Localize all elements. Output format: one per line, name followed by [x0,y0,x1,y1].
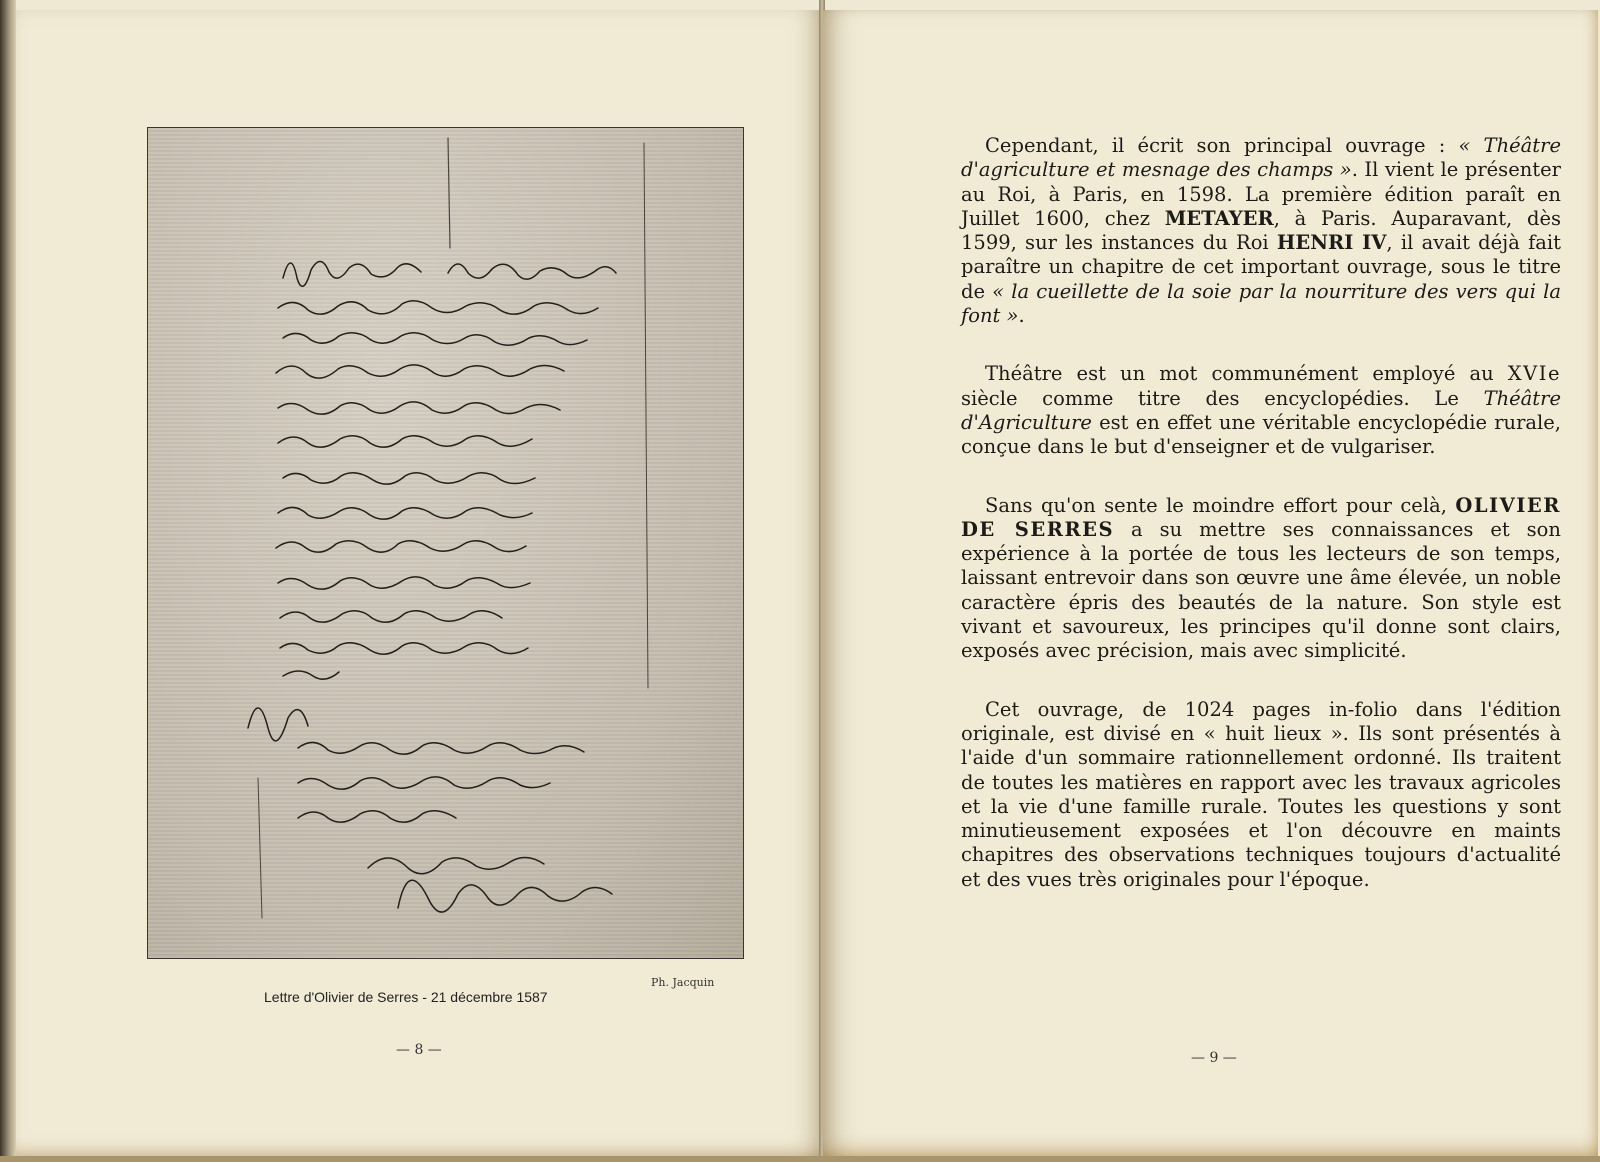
p1-text-i: . [1018,304,1025,328]
left-page [16,10,821,1156]
paragraph-2 [961,362,1561,459]
body-text [961,134,1561,926]
p2-book-title: Théâtre d'Agriculture [961,386,1561,434]
paragraph-4: Cet ouvrage, de 1024 pages in-folio dans l'édition originale, est divisé en « huit lieux ». Ils sont présentés à l'aide d'un sommaire rationnellement ordonné. Ils traitent de toutes les matières en rapport avec les travaux agricoles et la vie d'une famille rurale. Toutes les questions y sont minutieusement exposées et l'on découvre en maints chapitres des observations techniques toujours d'actualité et des vues très originales pour l'époque. [961,697,1561,891]
p1-publisher: METAYER [1164,206,1274,230]
p3-author-name: OLIVIER DE SERRES [961,493,1561,541]
p1-text-e: , à Paris. Auparavant, dès 1599, sur les instances du Roi [961,206,1561,255]
page-number-left: — 8 — [396,1042,442,1058]
p2-century: XVIe [1507,362,1561,386]
handwritten-letter-photo [148,128,743,958]
p1-text-g: , il avait déjà fait paraître un chapitre de cet important ouvrage, sous le titre de [961,231,1561,303]
right-page [823,10,1598,1156]
paragraph-1 [961,134,1561,328]
p1-chapter-title: « la cueillette de la soie par la nourriture des vers qui la font » [961,279,1561,328]
p1-book-title: « Théâtre d'agriculture et mesnage des champs » [961,134,1561,182]
p2-text-a: Théâtre est un mot communément employé au [985,362,1508,386]
p3-text-c: a su mettre ses connaissances et son expérience à la portée de tous les lecteurs de son temps, laissant entrevoir dans son œuvre une âme élevée, un noble caractère épris des beautés de la nature. Son style est vivant et savoureux, les principes qu'il donne sont clairs, exposés avec précision, mais avec simplicité. [961,517,1561,663]
p1-text-a: Cependant, il écrit son principal ouvrage : [985,134,1459,157]
letter-caption: Lettre d'Olivier de Serres - 21 décembre 1587 [264,989,548,1005]
paragraph-3 [961,494,1561,664]
p1-text-c: . Il vient le présenter au Roi, à Paris, en 1598. La première édition paraît en Juillet 1600, chez [961,158,1561,230]
handwriting-scribbles [148,128,743,958]
page-number-right: — 9 — [1191,1050,1237,1066]
photo-credit: Ph. Jacquin [651,976,715,989]
p1-king: HENRI IV [1276,231,1387,255]
p2-text-c: siècle comme titre des encyclopédies. Le [961,386,1484,410]
book-edge [0,0,16,1162]
book-bottom-edge [0,1156,1600,1162]
p3-text-a: Sans qu'on sente le moindre effort pour celà, [985,493,1456,517]
p2-text-e: est en effet une véritable encyclopédie rurale, conçue dans le but d'enseigner et de vulgariser. [961,410,1561,459]
